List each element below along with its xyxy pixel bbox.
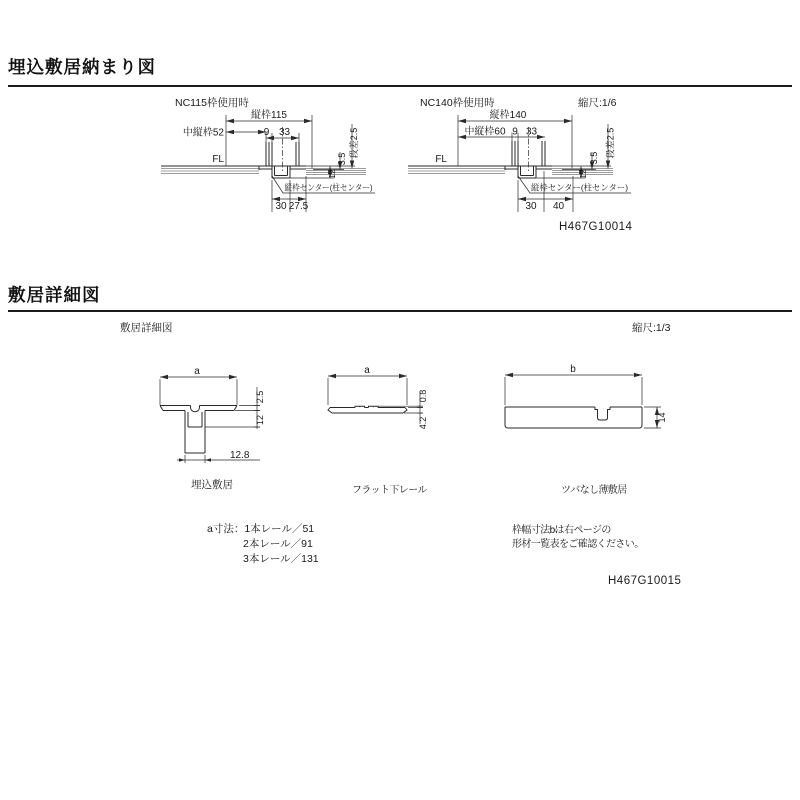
dim-label: 12.8 — [230, 450, 250, 461]
dim-label: 中縦枠60 — [464, 126, 506, 138]
center-label: 縦枠センター(柱センター) — [531, 182, 629, 193]
dim-label: 12 — [578, 169, 588, 179]
a-note-line3: 3本レール／131 — [243, 553, 319, 565]
dim-label: 33 — [278, 127, 291, 138]
dim-label: 40 — [552, 201, 565, 212]
nc140-drawing — [400, 104, 635, 222]
dim-label: 2.5 — [255, 390, 265, 404]
drawing-code-2: H467G10015 — [608, 575, 682, 587]
dim-label: 12 — [327, 169, 337, 179]
dim-label: 9 — [263, 127, 270, 138]
dim-label: 縦枠140 — [489, 110, 527, 121]
nc115-drawing — [155, 104, 385, 222]
umekomi-profile-drawing — [150, 362, 275, 472]
scale-note-1-6: 縮尺:1/6 — [578, 97, 617, 109]
section-detail-rule — [8, 310, 792, 312]
dim-label: a — [364, 365, 370, 376]
dim-label: 段差2.5 — [605, 127, 616, 159]
dim-label: 段差2.5 — [349, 127, 359, 159]
detail-subtitle: 敷居詳細図 — [120, 322, 173, 334]
dim-label: 12 — [255, 414, 265, 426]
fl-label: FL — [212, 154, 224, 165]
dim-label: b — [570, 364, 576, 375]
a-note-line2: 2本レール／91 — [243, 538, 313, 550]
dim-label: a — [194, 366, 200, 377]
drawing-code-1: H467G10014 — [559, 221, 633, 233]
tsuba-label: ツバなし薄敷居 — [561, 485, 627, 496]
tsuba-profile-drawing — [495, 362, 680, 437]
b-note-line1: 枠幅寸法bは右ページの — [512, 525, 611, 536]
dim-label: 27.5 — [288, 201, 309, 212]
b-note-line2: 形材一覧表をご確認ください。 — [512, 539, 644, 550]
dim-label: 3.5 — [589, 151, 599, 165]
dim-label: 9 — [512, 126, 518, 138]
dim-label: 14 — [657, 412, 667, 423]
a-note-line1: a寸法：1本レール／51 — [207, 523, 315, 535]
section-detail-title: 敷居詳細図 — [8, 285, 101, 305]
flat-rail-label: フラット下レール — [352, 485, 427, 496]
center-label: 縦枠センター(柱センター) — [284, 182, 373, 193]
dim-label: 33 — [525, 126, 538, 138]
umekomi-label: 埋込敷居 — [191, 479, 233, 491]
section-flush-title: 埋込敷居納まり図 — [8, 57, 156, 77]
dim-label: 30 — [275, 201, 287, 212]
fl-label: FL — [435, 154, 447, 165]
nc115-caption: NC115枠使用時 — [175, 97, 249, 109]
dim-label: 縦枠115 — [251, 110, 287, 121]
scale-note-1-3: 縮尺:1/3 — [632, 322, 671, 334]
dim-label: 30 — [525, 201, 537, 212]
section-flush-rule — [8, 85, 792, 87]
nc140-caption: NC140枠使用時 — [420, 97, 495, 109]
dim-label: 中縦枠52 — [182, 127, 224, 139]
flat-rail-drawing — [320, 362, 440, 440]
dim-label: 4.2 — [418, 416, 428, 430]
dim-label: 3.5 — [337, 152, 347, 166]
dim-label: 0.8 — [418, 389, 428, 403]
